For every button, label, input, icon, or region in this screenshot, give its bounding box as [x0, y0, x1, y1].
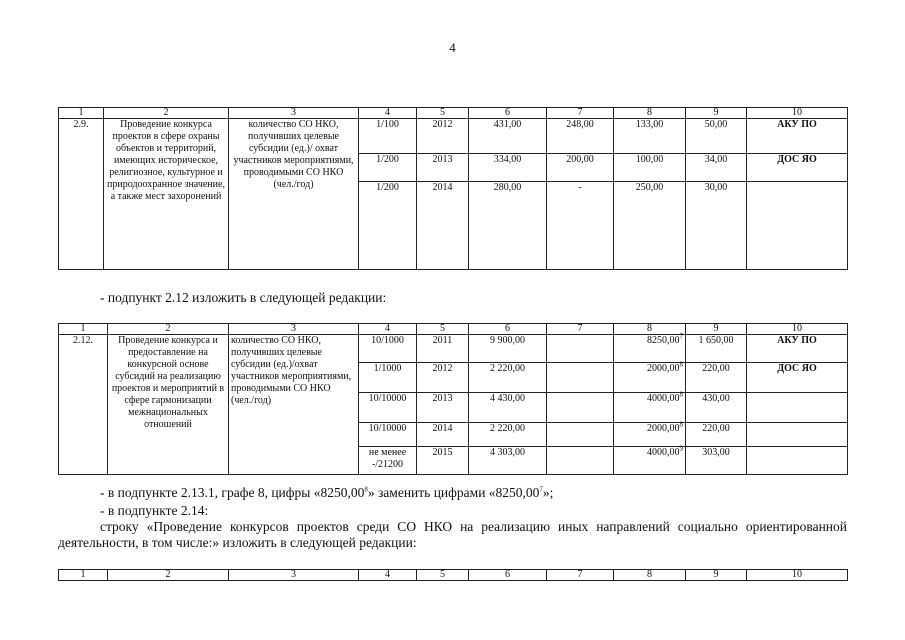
col-number: 9	[686, 324, 747, 335]
col-number: 10	[747, 108, 848, 119]
cell-c4: 10/10000	[359, 393, 417, 423]
cell-c4: 1/200	[359, 182, 417, 270]
col-number: 4	[359, 324, 417, 335]
cell-c9: 220,00	[686, 423, 747, 447]
cell-c5: 2012	[417, 363, 469, 393]
cell-c7: 248,00	[547, 119, 614, 154]
col-number: 8	[614, 108, 686, 119]
col-number: 1	[59, 570, 108, 581]
col-number: 6	[469, 108, 547, 119]
cell-c4: не менее -/21200	[359, 447, 417, 475]
cell-c6: 4 430,00	[469, 393, 547, 423]
cell-c8: 100,00	[614, 154, 686, 182]
cell-c5: 2015	[417, 447, 469, 475]
cell-c7	[547, 393, 614, 423]
item-indicator: количество СО НКО, получивших целевые субсидии (ед.)/ охват участников мероприятиями, проводимыми СО НКО (чел./год)	[229, 119, 359, 270]
cell-c7	[547, 363, 614, 393]
col-number: 7	[547, 570, 614, 581]
cell-c7	[547, 447, 614, 475]
cell-c10	[747, 423, 848, 447]
col-number: 7	[547, 108, 614, 119]
cell-c5: 2013	[417, 393, 469, 423]
item-number: 2.9.	[59, 119, 104, 270]
table-row	[59, 119, 848, 154]
cell-c8: 8250,00$^7$	[614, 335, 686, 363]
cell-c5: 2013	[417, 154, 469, 182]
col-number: 5	[417, 324, 469, 335]
cell-c8: 4000,00$^8$	[614, 393, 686, 423]
cell-c10: ДОС ЯО	[747, 363, 848, 393]
cell-c9: 303,00	[686, 447, 747, 475]
col-number: 1	[59, 324, 108, 335]
instruction-2-13-1: - в подпункте 2.13.1, графе 8, цифры «8250,00$^8$» заменить цифрами «8250,00$^7$»;	[100, 485, 554, 500]
program-table-2-14	[58, 569, 848, 581]
cell-c10: АКУ ПО	[747, 119, 848, 154]
col-number: 8	[614, 324, 686, 335]
table-row	[59, 335, 848, 363]
cell-c9: 430,00	[686, 393, 747, 423]
cell-c9: 220,00	[686, 363, 747, 393]
column-number-row	[59, 108, 848, 119]
program-table-2-12	[58, 323, 848, 475]
cell-c8: 2000,00$^8$	[614, 363, 686, 393]
cell-c7	[547, 423, 614, 447]
col-number: 1	[59, 108, 104, 119]
col-number: 2	[108, 324, 229, 335]
item-name: Проведение конкурса проектов в сфере охраны объектов и территорий, имеющих историческое, религиозное, культурное и природоохранное значение, а также мест захоронений	[104, 119, 229, 270]
col-number: 9	[686, 108, 747, 119]
col-number: 2	[104, 108, 229, 119]
cell-c10: ДОС ЯО	[747, 154, 848, 182]
cell-c5: 2014	[417, 423, 469, 447]
item-indicator: количество СО НКО, получивших целевые субсидии (ед.)/охват участников мероприятиями, проводимыми СО НКО (чел./год)	[229, 335, 359, 475]
col-number: 9	[686, 570, 747, 581]
cell-c9: 30,00	[686, 182, 747, 270]
cell-c7	[547, 335, 614, 363]
instruction-2-14: - в подпункте 2.14:	[100, 503, 209, 518]
instruction-2-14-text: строку «Проведение конкурсов проектов среди СО НКО на реализацию иных направлений социально ориентированной деятельности, в том числе:» изложить в следующей редакции:	[58, 519, 847, 550]
cell-c10: АКУ ПО	[747, 335, 848, 363]
col-number: 4	[359, 570, 417, 581]
cell-c4: 1/1000	[359, 363, 417, 393]
item-name: Проведение конкурса и предоставление на конкурсной основе субсидий на реализацию проектов и мероприятий в сфере гармонизации межнациональных отношений	[108, 335, 229, 475]
cell-c6: 431,00	[469, 119, 547, 154]
cell-c5: 2014	[417, 182, 469, 270]
instruction-2-12: - подпункт 2.12 изложить в следующей редакции:	[100, 290, 387, 305]
cell-c6: 4 303,00	[469, 447, 547, 475]
col-number: 8	[614, 570, 686, 581]
cell-c7: -	[547, 182, 614, 270]
page-number: 4	[449, 40, 456, 55]
cell-c10	[747, 447, 848, 475]
cell-c4: 1/200	[359, 154, 417, 182]
program-table-2-9	[58, 107, 848, 270]
col-number: 5	[417, 570, 469, 581]
cell-c7: 200,00	[547, 154, 614, 182]
cell-c5: 2012	[417, 119, 469, 154]
cell-c6: 2 220,00	[469, 363, 547, 393]
col-number: 5	[417, 108, 469, 119]
cell-c6: 9 900,00	[469, 335, 547, 363]
col-number: 10	[747, 570, 848, 581]
cell-c8: 250,00	[614, 182, 686, 270]
col-number: 3	[229, 324, 359, 335]
cell-c10	[747, 182, 848, 270]
col-number: 3	[229, 570, 359, 581]
cell-c6: 280,00	[469, 182, 547, 270]
cell-c6: 334,00	[469, 154, 547, 182]
column-number-row	[59, 324, 848, 335]
cell-c4: 1/100	[359, 119, 417, 154]
column-number-row	[59, 570, 848, 581]
col-number: 6	[469, 324, 547, 335]
col-number: 6	[469, 570, 547, 581]
item-number: 2.12.	[59, 335, 108, 475]
cell-c4: 10/1000	[359, 335, 417, 363]
col-number: 3	[229, 108, 359, 119]
cell-c8: 133,00	[614, 119, 686, 154]
cell-c9: 50,00	[686, 119, 747, 154]
col-number: 10	[747, 324, 848, 335]
cell-c4: 10/10000	[359, 423, 417, 447]
cell-c9: 34,00	[686, 154, 747, 182]
cell-c8: 2000,00$^8$	[614, 423, 686, 447]
col-number: 2	[108, 570, 229, 581]
cell-c5: 2011	[417, 335, 469, 363]
col-number: 7	[547, 324, 614, 335]
col-number: 4	[359, 108, 417, 119]
cell-c8: 4000,00$^9$	[614, 447, 686, 475]
cell-c6: 2 220,00	[469, 423, 547, 447]
cell-c10	[747, 393, 848, 423]
cell-c9: 1 650,00	[686, 335, 747, 363]
